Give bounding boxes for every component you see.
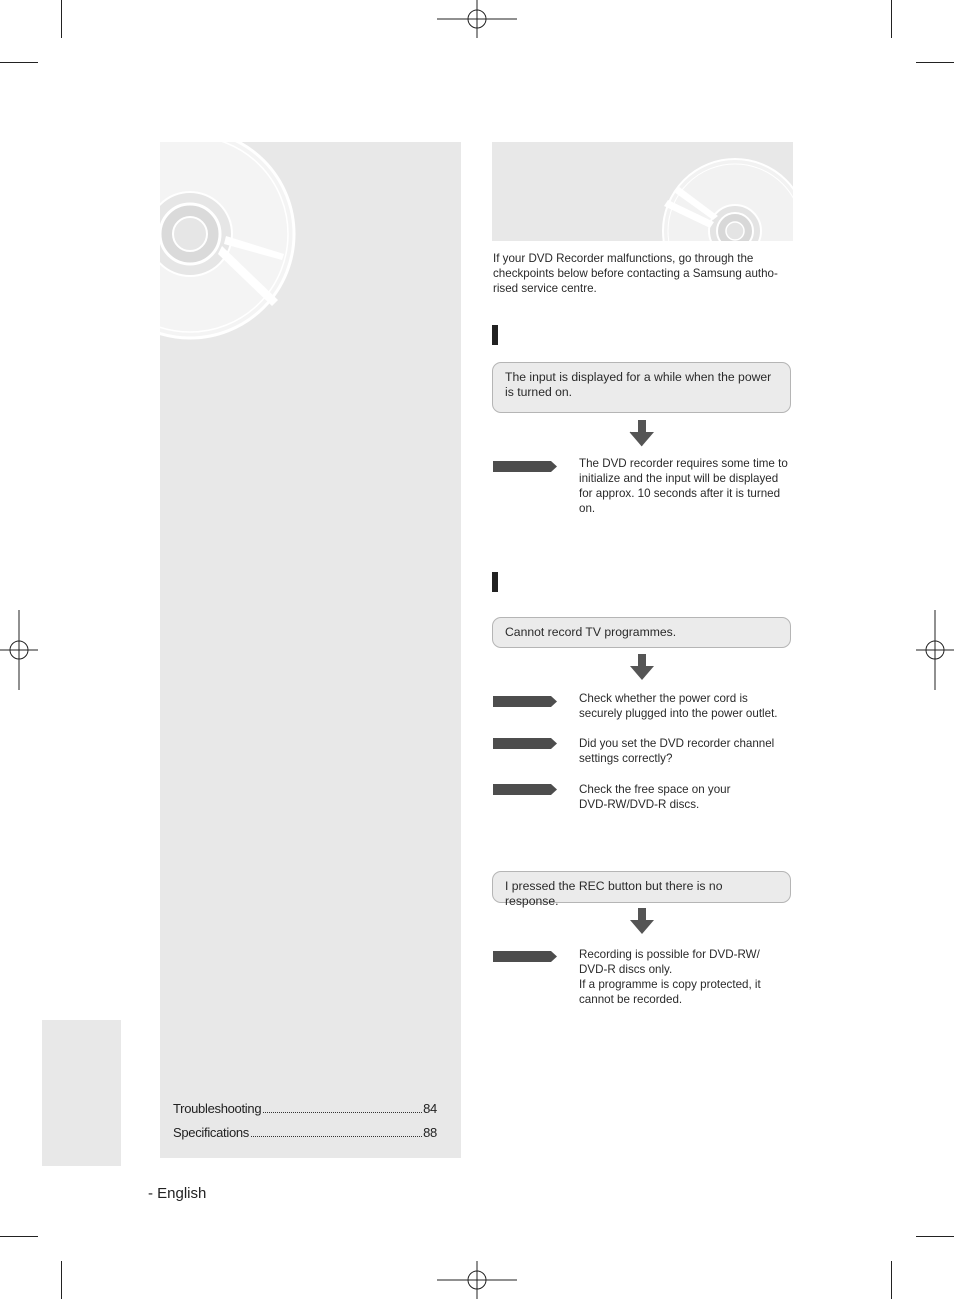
section-marker: [492, 325, 498, 345]
crosshair-icon: [0, 610, 38, 690]
toc-item-troubleshooting[interactable]: [173, 1101, 437, 1116]
crop-mark: [0, 62, 38, 63]
crop-mark: [61, 0, 62, 38]
toc-leader: [263, 1112, 422, 1113]
check-text: Did you set the DVD recorder channel settings correctly?: [579, 737, 775, 765]
arrow-down-icon: [626, 908, 658, 936]
toc-page: 88: [423, 1125, 437, 1140]
chapter-side-tab: [42, 1020, 121, 1166]
toc-label: Troubleshooting: [173, 1101, 262, 1116]
crosshair-icon: [437, 0, 517, 38]
page-footer-language: - English: [148, 1185, 207, 1202]
badge-icon: [493, 460, 557, 473]
badge-icon: [493, 695, 557, 708]
disc-icon: [492, 142, 793, 241]
badge-icon: [493, 783, 557, 796]
badge-icon: [493, 950, 557, 963]
crop-mark: [916, 62, 954, 63]
section-marker: [492, 572, 498, 592]
section-header-box: [492, 142, 793, 241]
crop-mark: [916, 1236, 954, 1237]
check-text: Check the free space on your DVD-RW/DVD-R discs.: [579, 783, 731, 811]
crop-mark: [61, 1261, 62, 1299]
check-text: The DVD recorder requires some time to initialize and the input will be displayed for approx. 10 seconds after it is turned on.: [579, 457, 788, 515]
crosshair-icon: [916, 610, 954, 690]
symptom-box: Cannot record TV programmes.: [492, 617, 791, 648]
check-text: Check whether the power cord is securely plugged into the power outlet.: [579, 692, 778, 720]
chapter-panel: [160, 142, 461, 1158]
crop-mark: [0, 1236, 38, 1237]
toc-page: 84: [423, 1101, 437, 1116]
badge-icon: [493, 737, 557, 750]
toc-label: Specifications: [173, 1125, 250, 1140]
symptom-box: The input is displayed for a while when the power is turned on.: [492, 362, 791, 413]
crop-mark: [891, 0, 892, 38]
arrow-down-icon: [626, 654, 658, 682]
toc-leader: [251, 1136, 422, 1137]
toc-item-specifications[interactable]: [173, 1125, 437, 1140]
crosshair-icon: [437, 1261, 517, 1299]
arrow-down-icon: [626, 420, 658, 448]
crop-mark: [891, 1261, 892, 1299]
intro-text: If your DVD Recorder malfunctions, go through the checkpoints below before contacting a Samsung autho-rised service centre.: [493, 252, 778, 295]
symptom-box: I pressed the REC button but there is no response.: [492, 871, 791, 903]
check-text: Recording is possible for DVD-RW/ DVD-R discs only. If a programme is copy protected, it cannot be recorded.: [579, 948, 761, 1006]
disc-icon: [160, 142, 461, 342]
